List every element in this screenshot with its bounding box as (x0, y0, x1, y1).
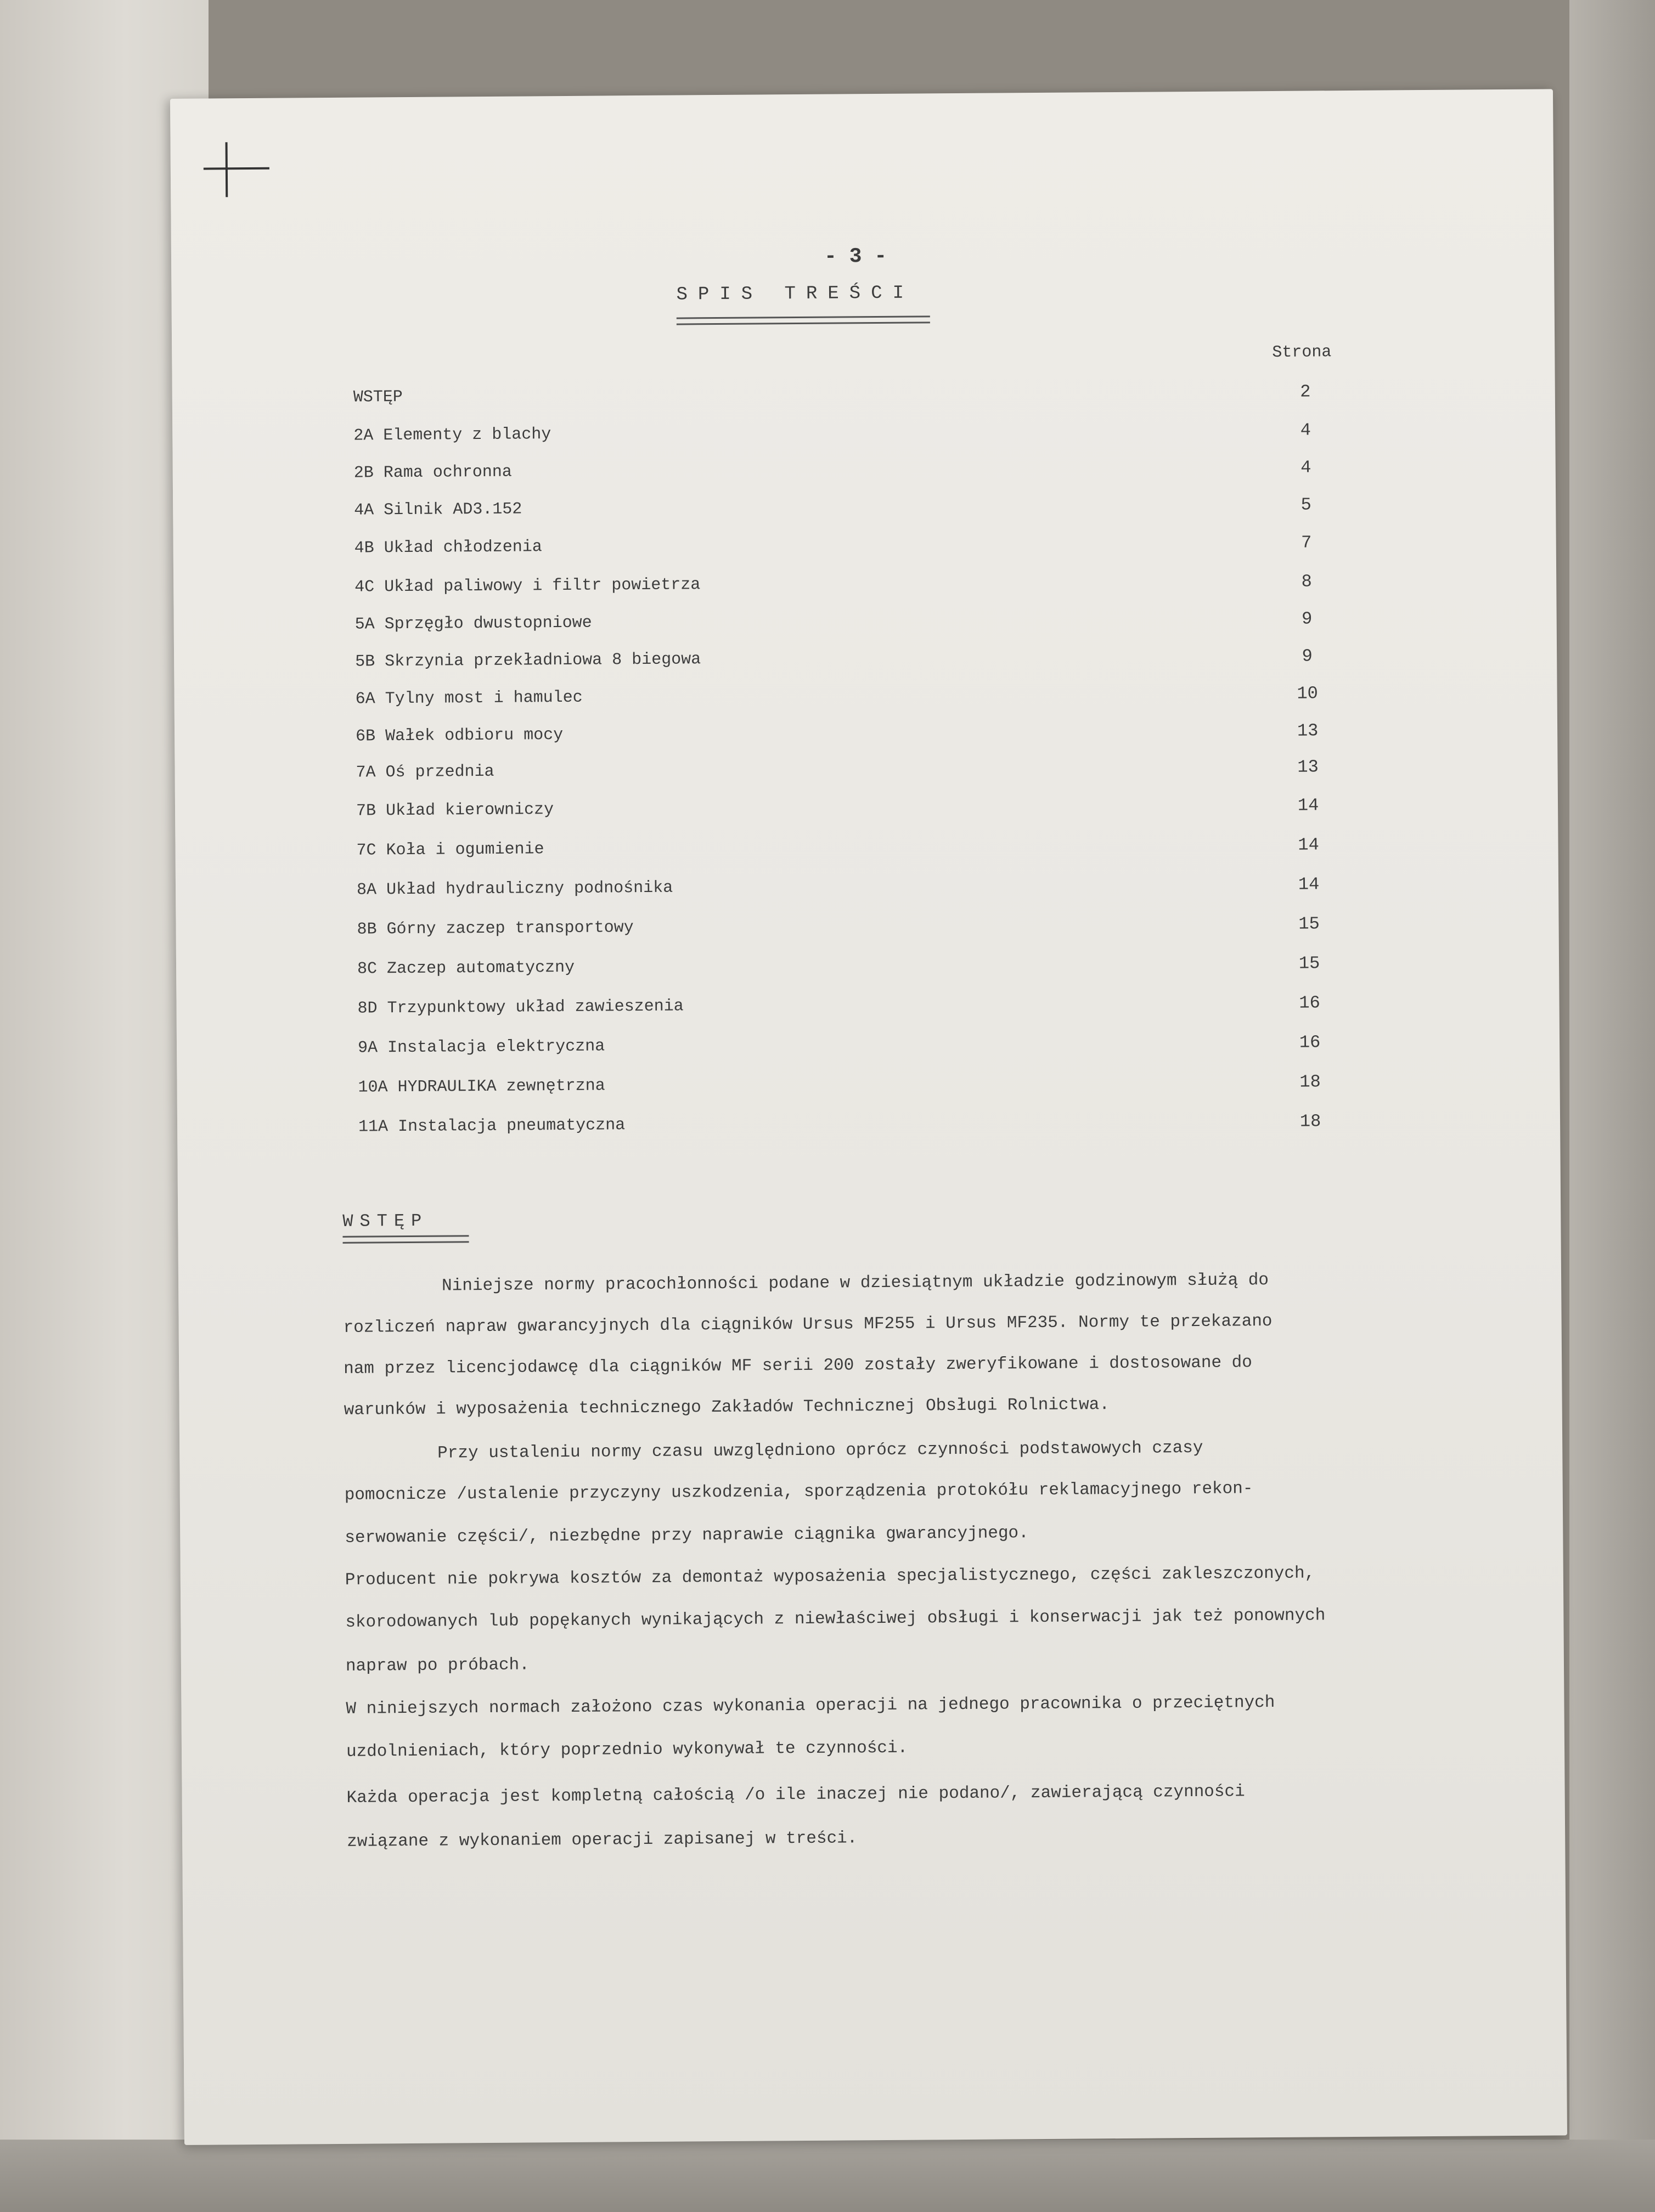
toc-title-underline (677, 315, 930, 325)
toc-entry-page: 18 (1299, 1071, 1321, 1092)
paragraph-line: związane z wykonaniem operacji zapisanej w treści. (347, 1829, 858, 1852)
toc-entry-label: 4A Silnik AD3.152 (354, 500, 522, 520)
background-surface (1569, 0, 1655, 2212)
toc-entry-page: 9 (1301, 608, 1313, 629)
toc-entry-label: 5B Skrzynia przekładniowa 8 biegowa (355, 650, 701, 672)
toc-entry-page: 2 (1300, 381, 1311, 402)
crop-mark-horizontal (204, 167, 269, 170)
toc-entry-label: 11A Instalacja pneumatyczna (358, 1116, 626, 1137)
toc-entry-page: 14 (1298, 874, 1320, 895)
toc-entry-label: 5A Sprzęgło dwustopniowe (354, 613, 592, 634)
section-heading: WSTĘP (342, 1210, 429, 1232)
toc-page-column-header: Strona (1272, 343, 1332, 362)
toc-entry-page: 15 (1298, 913, 1320, 934)
toc-entry-label: 4C Układ paliwowy i filtr powietrza (354, 575, 701, 597)
paragraph-line: uzdolnieniach, który poprzednio wykonywał te czynności. (346, 1738, 908, 1762)
paragraph-line: Każda operacja jest kompletną całością /o ile inaczej nie podano/, zawierającą czynności (346, 1782, 1245, 1808)
toc-entry-page: 14 (1298, 834, 1319, 855)
paragraph-line: pomocnicze /ustalenie przyczyny uszkodzenia, sporządzenia protokółu reklamacyjnego rekon- (344, 1479, 1253, 1505)
toc-entry-label: 8A Układ hydrauliczny podnośnika (356, 878, 673, 900)
toc-entry-page: 15 (1298, 953, 1320, 974)
paragraph-line: Niniejsze normy pracochłonności podane w dziesiątnym układzie godzinowym służą do (441, 1271, 1269, 1296)
toc-entry-page: 16 (1299, 992, 1320, 1013)
paragraph-line: rozliczeń napraw gwarancyjnych dla ciągników Ursus MF255 i Ursus MF235. Normy te przekazano (343, 1312, 1273, 1338)
paragraph-line: nam przez licencjodawcę dla ciągników MF serii 200 zostały zweryfikowane i dostosowane do (344, 1353, 1252, 1379)
toc-entry-page: 16 (1299, 1032, 1321, 1053)
toc-entry-label: 7C Koła i ogumienie (356, 840, 544, 860)
toc-entry-label: 7B Układ kierowniczy (356, 800, 554, 821)
toc-entry-label: WSTĘP (353, 388, 403, 407)
section-heading-underline (342, 1235, 469, 1244)
paragraph-line: Producent nie pokrywa kosztów za demontaż wyposażenia specjalistycznego, części zakleszczonych, (345, 1564, 1315, 1590)
background-surface-bottom (0, 2140, 1655, 2212)
toc-entry-page: 4 (1301, 457, 1311, 478)
toc-entry-label: 8D Trzypunktowy układ zawieszenia (357, 997, 684, 1018)
toc-entry-page: 8 (1301, 571, 1312, 592)
toc-entry-page: 9 (1302, 646, 1313, 667)
toc-entry-label: 2A Elementy z blachy (353, 425, 551, 445)
toc-entry-page: 5 (1301, 494, 1311, 515)
paragraph-line: warunków i wyposażenia technicznego Zakładów Technicznej Obsługi Rolnictwa. (344, 1395, 1110, 1420)
document-page (170, 89, 1567, 2145)
toc-entry-page: 4 (1300, 420, 1311, 441)
toc-entry-label: 6B Wałek odbioru mocy (356, 726, 564, 746)
toc-entry-page: 10 (1297, 683, 1318, 704)
toc-entry-label: 7A Oś przednia (356, 762, 494, 782)
paragraph-line: Przy ustaleniu normy czasu uwzględniono oprócz czynności podstawowych czasy (437, 1438, 1203, 1463)
toc-entry-label: 10A HYDRAULIKA zewnętrzna (358, 1076, 605, 1097)
paragraph-line: skorodowanych lub popękanych wynikających z niewłaściwej obsługi i konserwacji jak też ponownych (345, 1606, 1326, 1632)
toc-entry-label: 8B Górny zaczep transportowy (357, 918, 634, 939)
paragraph-line: W niniejszych normach założono czas wykonania operacji na jednego pracownika o przeciętnych (346, 1693, 1275, 1719)
paragraph-line: napraw po próbach. (345, 1655, 530, 1676)
toc-entry-page: 14 (1297, 795, 1319, 816)
toc-entry-label: 9A Instalacja elektryczna (357, 1037, 605, 1058)
toc-title: SPIS TREŚCI (676, 283, 915, 306)
paragraph-line: serwowanie części/, niezbędne przy naprawie ciągnika gwarancyjnego. (345, 1523, 1029, 1548)
toc-entry-page: 13 (1297, 757, 1319, 777)
toc-entry-page: 13 (1297, 720, 1319, 741)
toc-entry-label: 4B Układ chłodzenia (354, 538, 542, 558)
toc-entry-label: 6A Tylny most i hamulec (355, 688, 583, 709)
toc-entry-label: 2B Rama ochronna (353, 462, 512, 483)
toc-entry-page: 18 (1299, 1111, 1321, 1132)
toc-entry-page: 7 (1301, 532, 1312, 553)
page-number: - 3 - (824, 244, 887, 269)
toc-entry-label: 8C Zaczep automatyczny (357, 958, 575, 979)
